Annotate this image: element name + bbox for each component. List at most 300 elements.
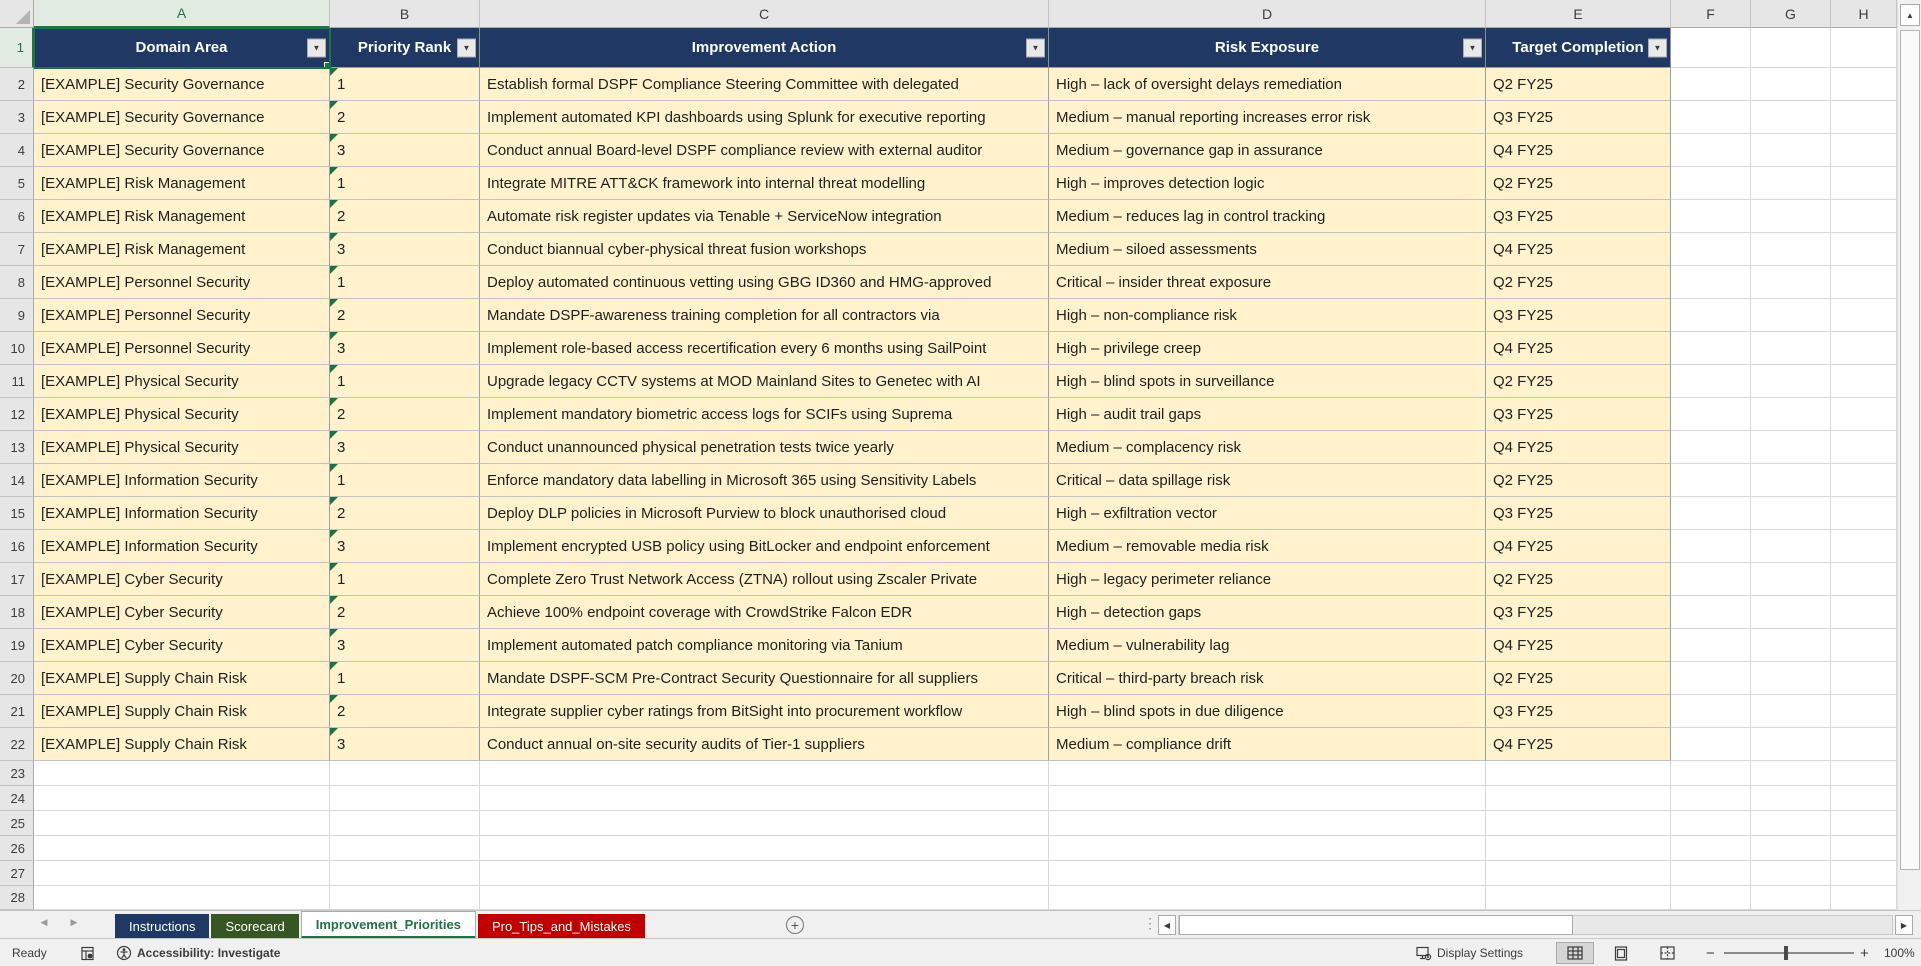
- row-header-13[interactable]: 13: [0, 431, 34, 464]
- tab-nav-right-icon[interactable]: ▶: [70, 917, 78, 927]
- cell-F13[interactable]: [1671, 431, 1751, 464]
- cell-G11[interactable]: [1751, 365, 1831, 398]
- sheet-tab-scorecard[interactable]: Scorecard: [211, 914, 298, 939]
- cell-C7[interactable]: [480, 233, 1049, 266]
- cell-B19[interactable]: [330, 629, 480, 662]
- cell-text: Upgrade legacy CCTV systems at MOD Mainland Sites to Genetec with AI: [487, 372, 981, 390]
- sheet-tab-improvement_priorities[interactable]: Improvement_Priorities: [301, 911, 476, 939]
- cell-F18[interactable]: [1671, 596, 1751, 629]
- cell-E24[interactable]: [1486, 786, 1671, 811]
- cell-H25[interactable]: [1831, 811, 1897, 836]
- cell-text: High – exfiltration vector: [1056, 504, 1217, 522]
- cell-A16[interactable]: [34, 530, 330, 563]
- cell-D12[interactable]: [1049, 398, 1486, 431]
- cell-H11[interactable]: [1831, 365, 1897, 398]
- select-all-button[interactable]: [0, 0, 34, 28]
- normal-view-button[interactable]: [1556, 942, 1594, 964]
- cell-C11[interactable]: [480, 365, 1049, 398]
- cell-G14[interactable]: [1751, 464, 1831, 497]
- cell-H28[interactable]: [1831, 886, 1897, 910]
- cell-E9[interactable]: [1486, 299, 1671, 332]
- cell-B26[interactable]: [330, 836, 480, 861]
- cell-E7[interactable]: [1486, 233, 1671, 266]
- fill-handle[interactable]: [324, 62, 330, 68]
- cell-C12[interactable]: [480, 398, 1049, 431]
- row-header-23[interactable]: 23: [0, 761, 34, 786]
- cell-C6[interactable]: [480, 200, 1049, 233]
- cell-A15[interactable]: [34, 497, 330, 530]
- row-header-1[interactable]: 1: [0, 28, 34, 68]
- cell-A27[interactable]: [34, 861, 330, 886]
- zoom-out-button[interactable]: −: [1706, 944, 1715, 962]
- row-header-4[interactable]: 4: [0, 134, 34, 167]
- cell-C16[interactable]: [480, 530, 1049, 563]
- cell-H1[interactable]: [1831, 28, 1897, 68]
- cell-G19[interactable]: [1751, 629, 1831, 662]
- cell-G9[interactable]: [1751, 299, 1831, 332]
- vertical-scrollbar-thumb[interactable]: [1900, 30, 1920, 870]
- cell-D14[interactable]: [1049, 464, 1486, 497]
- cell-C10[interactable]: [480, 332, 1049, 365]
- cell-G10[interactable]: [1751, 332, 1831, 365]
- cell-D3[interactable]: [1049, 101, 1486, 134]
- cell-F10[interactable]: [1671, 332, 1751, 365]
- row-header-21[interactable]: 21: [0, 695, 34, 728]
- column-header-G[interactable]: G: [1751, 0, 1831, 28]
- cell-H8[interactable]: [1831, 266, 1897, 299]
- cell-H2[interactable]: [1831, 68, 1897, 101]
- cell-H7[interactable]: [1831, 233, 1897, 266]
- macro-record-icon[interactable]: [80, 939, 95, 966]
- cell-B11[interactable]: [330, 365, 480, 398]
- row-header-10[interactable]: 10: [0, 332, 34, 365]
- cell-A26[interactable]: [34, 836, 330, 861]
- new-sheet-button[interactable]: +: [786, 916, 804, 934]
- cell-G1[interactable]: [1751, 28, 1831, 68]
- cell-B18[interactable]: [330, 596, 480, 629]
- cell-A5[interactable]: [34, 167, 330, 200]
- cell-G12[interactable]: [1751, 398, 1831, 431]
- scroll-left-icon[interactable]: ◀: [1158, 915, 1176, 935]
- cell-C1[interactable]: [480, 28, 1049, 68]
- cell-F9[interactable]: [1671, 299, 1751, 332]
- cell-H21[interactable]: [1831, 695, 1897, 728]
- zoom-in-button[interactable]: +: [1860, 944, 1869, 962]
- cell-E2[interactable]: [1486, 68, 1671, 101]
- row-header-19[interactable]: 19: [0, 629, 34, 662]
- vertical-scrollbar[interactable]: [1897, 0, 1921, 910]
- cell-A8[interactable]: [34, 266, 330, 299]
- cell-E19[interactable]: [1486, 629, 1671, 662]
- cell-C2[interactable]: [480, 68, 1049, 101]
- cell-G8[interactable]: [1751, 266, 1831, 299]
- row-header-20[interactable]: 20: [0, 662, 34, 695]
- filter-dropdown[interactable]: ▼: [457, 38, 476, 57]
- row-header-17[interactable]: 17: [0, 563, 34, 596]
- row-header-26[interactable]: 26: [0, 836, 34, 861]
- cell-H19[interactable]: [1831, 629, 1897, 662]
- cell-E18[interactable]: [1486, 596, 1671, 629]
- cell-A12[interactable]: [34, 398, 330, 431]
- cell-B22[interactable]: [330, 728, 480, 761]
- row-header-27[interactable]: 27: [0, 861, 34, 886]
- cell-C9[interactable]: [480, 299, 1049, 332]
- cell-F12[interactable]: [1671, 398, 1751, 431]
- cell-G2[interactable]: [1751, 68, 1831, 101]
- cell-H24[interactable]: [1831, 786, 1897, 811]
- cell-C18[interactable]: [480, 596, 1049, 629]
- row-header-8[interactable]: 8: [0, 266, 34, 299]
- cell-F21[interactable]: [1671, 695, 1751, 728]
- cell-G21[interactable]: [1751, 695, 1831, 728]
- cell-E21[interactable]: [1486, 695, 1671, 728]
- cell-D26[interactable]: [1049, 836, 1486, 861]
- row-header-2[interactable]: 2: [0, 68, 34, 101]
- cell-H26[interactable]: [1831, 836, 1897, 861]
- cell-B28[interactable]: [330, 886, 480, 910]
- cell-C20[interactable]: [480, 662, 1049, 695]
- cell-H17[interactable]: [1831, 563, 1897, 596]
- cell-E27[interactable]: [1486, 861, 1671, 886]
- row-header-16[interactable]: 16: [0, 530, 34, 563]
- cell-C13[interactable]: [480, 431, 1049, 464]
- cell-D13[interactable]: [1049, 431, 1486, 464]
- cell-E25[interactable]: [1486, 811, 1671, 836]
- cell-H3[interactable]: [1831, 101, 1897, 134]
- error-indicator-icon: [330, 464, 338, 472]
- cell-H15[interactable]: [1831, 497, 1897, 530]
- row-header-14[interactable]: 14: [0, 464, 34, 497]
- cell-G26[interactable]: [1751, 836, 1831, 861]
- cell-H5[interactable]: [1831, 167, 1897, 200]
- cell-F5[interactable]: [1671, 167, 1751, 200]
- row-header-24[interactable]: 24: [0, 786, 34, 811]
- cell-F11[interactable]: [1671, 365, 1751, 398]
- cell-A11[interactable]: [34, 365, 330, 398]
- cell-E22[interactable]: [1486, 728, 1671, 761]
- cell-A10[interactable]: [34, 332, 330, 365]
- cell-text: Integrate supplier cyber ratings from BitSight into procurement workflow: [487, 702, 963, 720]
- cell-F28[interactable]: [1671, 886, 1751, 910]
- cell-C19[interactable]: [480, 629, 1049, 662]
- sheet-row-22: [34, 728, 1897, 761]
- cell-B10[interactable]: [330, 332, 480, 365]
- display-settings-button[interactable]: [1416, 939, 1523, 966]
- cell-G4[interactable]: [1751, 134, 1831, 167]
- row-header-12[interactable]: 12: [0, 398, 34, 431]
- cell-D8[interactable]: [1049, 266, 1486, 299]
- cell-C22[interactable]: [480, 728, 1049, 761]
- cell-G28[interactable]: [1751, 886, 1831, 910]
- cell-F23[interactable]: [1671, 761, 1751, 786]
- cell-G20[interactable]: [1751, 662, 1831, 695]
- cell-A13[interactable]: [34, 431, 330, 464]
- cell-G15[interactable]: [1751, 497, 1831, 530]
- cell-D11[interactable]: [1049, 365, 1486, 398]
- cell-G27[interactable]: [1751, 861, 1831, 886]
- row-header-11[interactable]: 11: [0, 365, 34, 398]
- cell-F6[interactable]: [1671, 200, 1751, 233]
- cell-D4[interactable]: [1049, 134, 1486, 167]
- cell-E3[interactable]: [1486, 101, 1671, 134]
- cell-E13[interactable]: [1486, 431, 1671, 464]
- cell-C28[interactable]: [480, 886, 1049, 910]
- cell-C26[interactable]: [480, 836, 1049, 861]
- cell-F16[interactable]: [1671, 530, 1751, 563]
- cell-G3[interactable]: [1751, 101, 1831, 134]
- cell-E1[interactable]: [1486, 28, 1671, 68]
- cell-H22[interactable]: [1831, 728, 1897, 761]
- cell-C14[interactable]: [480, 464, 1049, 497]
- cell-A4[interactable]: [34, 134, 330, 167]
- cell-C3[interactable]: [480, 101, 1049, 134]
- sheet-row-14: [34, 464, 1897, 497]
- cell-H6[interactable]: [1831, 200, 1897, 233]
- sheet-tab-instructions[interactable]: Instructions: [115, 914, 209, 939]
- cell-G16[interactable]: [1751, 530, 1831, 563]
- row-header-28[interactable]: 28: [0, 886, 34, 910]
- cell-D18[interactable]: [1049, 596, 1486, 629]
- cell-D9[interactable]: [1049, 299, 1486, 332]
- row-header-6[interactable]: 6: [0, 200, 34, 233]
- cell-B8[interactable]: [330, 266, 480, 299]
- cell-B25[interactable]: [330, 811, 480, 836]
- cell-D24[interactable]: [1049, 786, 1486, 811]
- cell-F22[interactable]: [1671, 728, 1751, 761]
- cell-A21[interactable]: [34, 695, 330, 728]
- tab-splitter-grip-icon[interactable]: ⋮: [1143, 915, 1157, 931]
- cell-C27[interactable]: [480, 861, 1049, 886]
- cell-C8[interactable]: [480, 266, 1049, 299]
- cell-H12[interactable]: [1831, 398, 1897, 431]
- cell-D17[interactable]: [1049, 563, 1486, 596]
- cell-F7[interactable]: [1671, 233, 1751, 266]
- cell-D2[interactable]: [1049, 68, 1486, 101]
- cell-B13[interactable]: [330, 431, 480, 464]
- cell-B21[interactable]: [330, 695, 480, 728]
- column-header-A[interactable]: A: [34, 0, 330, 28]
- cell-F15[interactable]: [1671, 497, 1751, 530]
- cell-F27[interactable]: [1671, 861, 1751, 886]
- cell-B12[interactable]: [330, 398, 480, 431]
- cell-H4[interactable]: [1831, 134, 1897, 167]
- cell-A2[interactable]: [34, 68, 330, 101]
- cell-F1[interactable]: [1671, 28, 1751, 68]
- cell-C25[interactable]: [480, 811, 1049, 836]
- column-header-D[interactable]: D: [1049, 0, 1486, 28]
- cell-A3[interactable]: [34, 101, 330, 134]
- cell-E17[interactable]: [1486, 563, 1671, 596]
- cell-E16[interactable]: [1486, 530, 1671, 563]
- cell-D22[interactable]: [1049, 728, 1486, 761]
- cell-D20[interactable]: [1049, 662, 1486, 695]
- cell-B15[interactable]: [330, 497, 480, 530]
- cell-B3[interactable]: [330, 101, 480, 134]
- zoom-slider-handle[interactable]: [1784, 946, 1788, 960]
- tab-nav-left-icon[interactable]: ◀: [40, 917, 48, 927]
- cell-B1[interactable]: [330, 28, 480, 68]
- cell-H10[interactable]: [1831, 332, 1897, 365]
- cell-G25[interactable]: [1751, 811, 1831, 836]
- page-break-view-button[interactable]: [1648, 942, 1686, 964]
- cell-E10[interactable]: [1486, 332, 1671, 365]
- cell-H23[interactable]: [1831, 761, 1897, 786]
- cell-A1[interactable]: [34, 28, 330, 68]
- cell-E26[interactable]: [1486, 836, 1671, 861]
- cell-E8[interactable]: [1486, 266, 1671, 299]
- cell-B16[interactable]: [330, 530, 480, 563]
- cell-H16[interactable]: [1831, 530, 1897, 563]
- cell-A24[interactable]: [34, 786, 330, 811]
- cell-H14[interactable]: [1831, 464, 1897, 497]
- cell-H20[interactable]: [1831, 662, 1897, 695]
- zoom-slider-track[interactable]: [1724, 952, 1854, 954]
- cell-B17[interactable]: [330, 563, 480, 596]
- cell-D16[interactable]: [1049, 530, 1486, 563]
- cell-A14[interactable]: [34, 464, 330, 497]
- column-header-F[interactable]: F: [1671, 0, 1751, 28]
- row-header-9[interactable]: 9: [0, 299, 34, 332]
- row-header-22[interactable]: 22: [0, 728, 34, 761]
- accessibility-status[interactable]: [116, 939, 280, 966]
- filter-dropdown[interactable]: ▼: [1648, 38, 1667, 57]
- cell-text: Medium – compliance drift: [1056, 735, 1232, 753]
- cell-D1[interactable]: [1049, 28, 1486, 68]
- cell-A17[interactable]: [34, 563, 330, 596]
- cell-D27[interactable]: [1049, 861, 1486, 886]
- cell-A19[interactable]: [34, 629, 330, 662]
- cell-C21[interactable]: [480, 695, 1049, 728]
- cell-F26[interactable]: [1671, 836, 1751, 861]
- cell-F25[interactable]: [1671, 811, 1751, 836]
- cell-B2[interactable]: [330, 68, 480, 101]
- row-header-15[interactable]: 15: [0, 497, 34, 530]
- cell-B7[interactable]: [330, 233, 480, 266]
- cell-A9[interactable]: [34, 299, 330, 332]
- cell-C24[interactable]: [480, 786, 1049, 811]
- cell-D7[interactable]: [1049, 233, 1486, 266]
- cell-H13[interactable]: [1831, 431, 1897, 464]
- cell-B24[interactable]: [330, 786, 480, 811]
- cell-B27[interactable]: [330, 861, 480, 886]
- column-header-E[interactable]: E: [1486, 0, 1671, 28]
- cell-E5[interactable]: [1486, 167, 1671, 200]
- cell-B23[interactable]: [330, 761, 480, 786]
- cell-C15[interactable]: [480, 497, 1049, 530]
- row-header-25[interactable]: 25: [0, 811, 34, 836]
- row-header-18[interactable]: 18: [0, 596, 34, 629]
- cell-B6[interactable]: [330, 200, 480, 233]
- row-header-5[interactable]: 5: [0, 167, 34, 200]
- cell-E28[interactable]: [1486, 886, 1671, 910]
- cell-F8[interactable]: [1671, 266, 1751, 299]
- column-header-C[interactable]: C: [480, 0, 1049, 28]
- cell-A18[interactable]: [34, 596, 330, 629]
- cell-C5[interactable]: [480, 167, 1049, 200]
- cell-G17[interactable]: [1751, 563, 1831, 596]
- cell-G6[interactable]: [1751, 200, 1831, 233]
- sheet-tab-pro_tips_and_mistakes[interactable]: Pro_Tips_and_Mistakes: [478, 914, 645, 939]
- horizontal-scrollbar-thumb[interactable]: [1179, 915, 1573, 935]
- cell-D23[interactable]: [1049, 761, 1486, 786]
- cell-A25[interactable]: [34, 811, 330, 836]
- cell-B9[interactable]: [330, 299, 480, 332]
- cell-E6[interactable]: [1486, 200, 1671, 233]
- cell-F17[interactable]: [1671, 563, 1751, 596]
- cell-F2[interactable]: [1671, 68, 1751, 101]
- cell-D28[interactable]: [1049, 886, 1486, 910]
- cell-D21[interactable]: [1049, 695, 1486, 728]
- cell-B20[interactable]: [330, 662, 480, 695]
- cell-G7[interactable]: [1751, 233, 1831, 266]
- cell-G22[interactable]: [1751, 728, 1831, 761]
- cell-F24[interactable]: [1671, 786, 1751, 811]
- cell-A6[interactable]: [34, 200, 330, 233]
- cell-D6[interactable]: [1049, 200, 1486, 233]
- zoom-level[interactable]: [1884, 939, 1915, 966]
- cell-B4[interactable]: [330, 134, 480, 167]
- cell-D15[interactable]: [1049, 497, 1486, 530]
- cell-E23[interactable]: [1486, 761, 1671, 786]
- cell-D19[interactable]: [1049, 629, 1486, 662]
- cell-H9[interactable]: [1831, 299, 1897, 332]
- page-layout-view-button[interactable]: [1602, 942, 1640, 964]
- cell-E14[interactable]: [1486, 464, 1671, 497]
- scroll-up-icon[interactable]: ▲: [1900, 4, 1920, 26]
- cell-E15[interactable]: [1486, 497, 1671, 530]
- cell-G24[interactable]: [1751, 786, 1831, 811]
- cell-D25[interactable]: [1049, 811, 1486, 836]
- cell-B14[interactable]: [330, 464, 480, 497]
- cell-G23[interactable]: [1751, 761, 1831, 786]
- filter-dropdown[interactable]: ▼: [307, 38, 326, 57]
- horizontal-scrollbar[interactable]: [1178, 915, 1893, 935]
- cell-E4[interactable]: [1486, 134, 1671, 167]
- cell-H18[interactable]: [1831, 596, 1897, 629]
- cell-F19[interactable]: [1671, 629, 1751, 662]
- cell-E20[interactable]: [1486, 662, 1671, 695]
- cell-F20[interactable]: [1671, 662, 1751, 695]
- cell-C4[interactable]: [480, 134, 1049, 167]
- cell-G5[interactable]: [1751, 167, 1831, 200]
- filter-dropdown[interactable]: ▼: [1463, 38, 1482, 57]
- row-header-7[interactable]: 7: [0, 233, 34, 266]
- cell-D5[interactable]: [1049, 167, 1486, 200]
- cell-A7[interactable]: [34, 233, 330, 266]
- filter-dropdown[interactable]: ▼: [1026, 38, 1045, 57]
- cell-C23[interactable]: [480, 761, 1049, 786]
- column-header-B[interactable]: B: [330, 0, 480, 28]
- cell-E12[interactable]: [1486, 398, 1671, 431]
- cell-A23[interactable]: [34, 761, 330, 786]
- cell-F4[interactable]: [1671, 134, 1751, 167]
- scroll-right-icon[interactable]: ▶: [1895, 915, 1913, 935]
- cell-G18[interactable]: [1751, 596, 1831, 629]
- cell-F14[interactable]: [1671, 464, 1751, 497]
- cell-F3[interactable]: [1671, 101, 1751, 134]
- cell-B5[interactable]: [330, 167, 480, 200]
- cell-H27[interactable]: [1831, 861, 1897, 886]
- cell-G13[interactable]: [1751, 431, 1831, 464]
- cell-E11[interactable]: [1486, 365, 1671, 398]
- cell-A28[interactable]: [34, 886, 330, 910]
- cell-A22[interactable]: [34, 728, 330, 761]
- cell-C17[interactable]: [480, 563, 1049, 596]
- column-header-H[interactable]: H: [1831, 0, 1897, 28]
- row-header-3[interactable]: 3: [0, 101, 34, 134]
- cell-A20[interactable]: [34, 662, 330, 695]
- cell-D10[interactable]: [1049, 332, 1486, 365]
